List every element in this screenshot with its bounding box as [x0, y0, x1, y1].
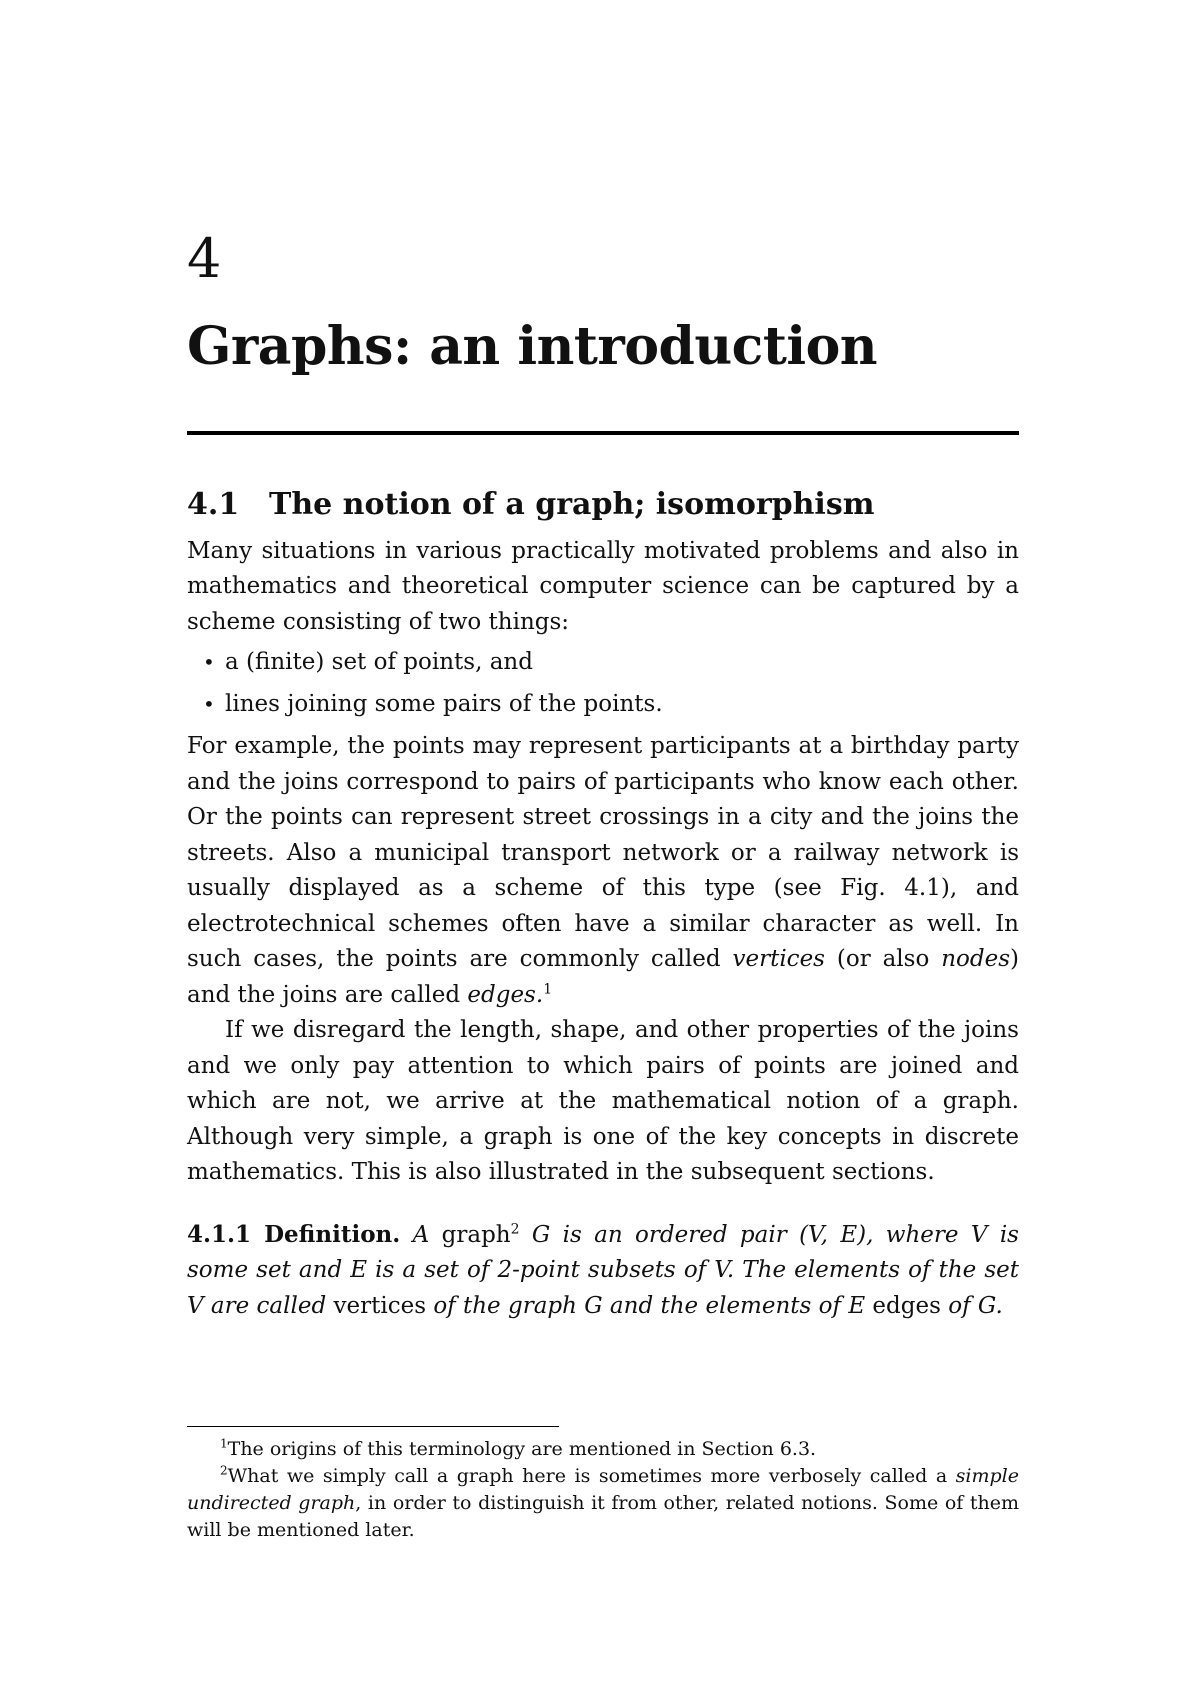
footnote-marker-1: 1	[543, 980, 553, 997]
definition-4-1-1	[187, 1217, 1019, 1325]
footnote-2-mark: 2	[220, 1463, 228, 1478]
chapter-title-rule	[187, 431, 1019, 435]
definition-a: A	[412, 1221, 442, 1248]
footnotes	[187, 1436, 1019, 1544]
definition-text-2: of the graph G and the elements of E	[426, 1292, 873, 1319]
bullet-icon: •	[203, 650, 215, 674]
chapter-title: Graphs: an introduction	[187, 316, 878, 377]
intro-paragraph: Many situations in various practically motivated problems and also in mathematics and theoretical computer science can be captured by a scheme consisting of two things:	[187, 537, 1019, 635]
definition-graph-word: graph	[441, 1221, 511, 1248]
definition-edges-word: edges	[872, 1292, 941, 1319]
footnote-marker-2: 2	[510, 1220, 520, 1237]
footnote-1	[187, 1436, 1019, 1463]
footnote-1-mark: 1	[220, 1436, 228, 1451]
footnote-2-text-after: , in order to distinguish it from other, related notions. Some of them will be mentioned later.	[187, 1492, 1020, 1541]
disregard-paragraph: If we disregard the length, shape, and other properties of the joins and we only pay attention to which pairs of points are joined and which are not, we arrive at the mathematical notion of a graph. Although very simple, a graph is one of the key concepts in discrete mathematics. This is also illustrated in the subsequent sections.	[187, 1017, 1019, 1185]
section-title: The notion of a graph; isomorphism	[269, 487, 875, 522]
example-text-middle: (or also	[824, 946, 942, 972]
list-item-text: a (finite) set of points, and	[225, 649, 533, 675]
footnote-2-emphasis: simple undirected graph	[187, 1465, 1019, 1514]
list-item-text: lines joining some pairs of the points.	[225, 691, 663, 717]
term-edges: edges.	[467, 981, 544, 1008]
footnote-2	[187, 1463, 1019, 1544]
body-text	[187, 486, 1019, 1324]
term-vertices: vertices	[732, 946, 825, 972]
bullet-list	[187, 645, 1019, 722]
footnote-rule	[187, 1426, 559, 1427]
section-number: 4.1	[187, 487, 240, 522]
definition-text-3: of G.	[940, 1292, 1003, 1319]
example-text: For example, the points may represent participants at a birthday party and the joins correspond to pairs of participants who know each other. Or the points can represent street crossings in a city and the joins the streets. Also a municipal transport network or a railway network is usually displayed as a scheme of this type (see Fig. 4.1), and electrotechnical schemes often have a similar character as well. In such cases, the points are commonly called	[187, 733, 1019, 972]
definition-text-1: G is an ordered pair (V, E), where V is some set and E is a set of 2-point subsets of V. The elements of the set V are called	[187, 1221, 1019, 1319]
bullet-icon: •	[203, 692, 215, 716]
definition-vertices-word: vertices	[333, 1292, 427, 1319]
example-paragraph	[187, 729, 1019, 1013]
term-nodes: nodes	[941, 946, 1011, 972]
example-text-after-nodes: ) and the joins are called	[187, 946, 1020, 1008]
section-heading	[187, 486, 1019, 524]
list-item	[203, 687, 1019, 722]
footnote-2-text-before: What we simply call a graph here is sometimes more verbosely called a	[227, 1465, 956, 1487]
definition-label: 4.1.1 Definition.	[187, 1220, 401, 1248]
list-item	[203, 645, 1019, 680]
chapter-number: 4	[187, 227, 222, 290]
footnote-1-text: The origins of this terminology are mentioned in Section 6.3.	[227, 1438, 817, 1460]
